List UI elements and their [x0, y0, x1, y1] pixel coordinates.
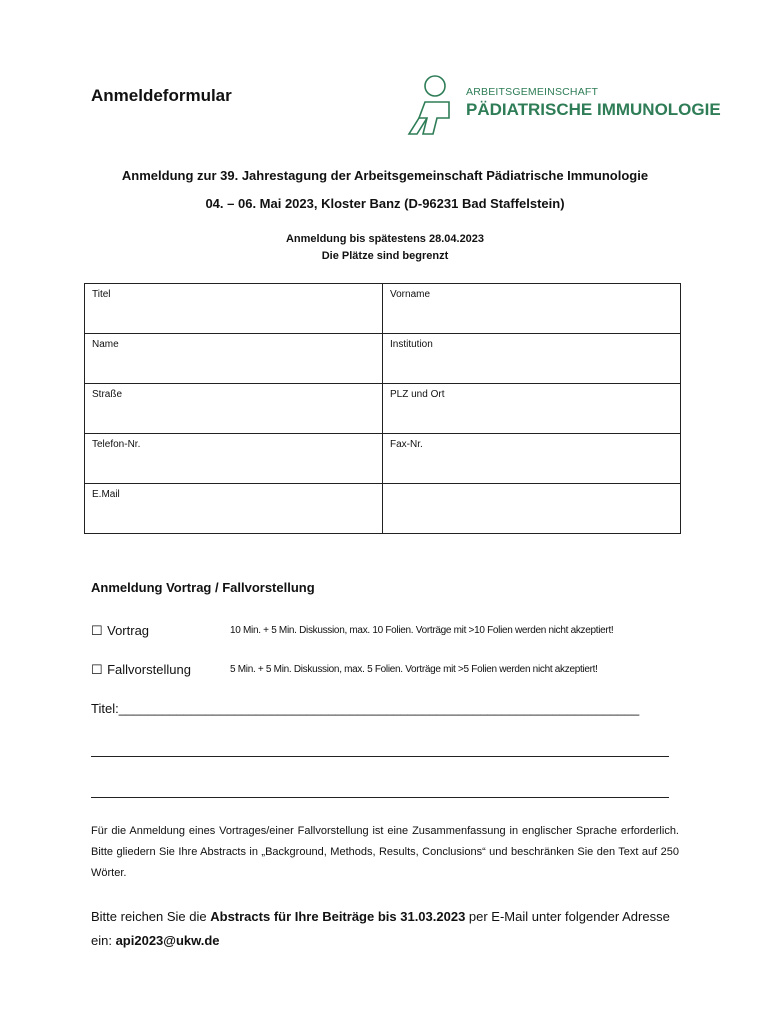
contact-email[interactable]: api2023@ukw.de [115, 933, 220, 948]
field-institution[interactable]: Institution [383, 334, 681, 384]
option-vortrag[interactable] [91, 622, 149, 640]
field-name[interactable]: Name [85, 334, 383, 384]
talk-title-field[interactable]: Titel:________________________________________________________________________ [91, 701, 640, 716]
registration-deadline: Anmeldung bis spätestens 28.04.2023 [285, 233, 485, 245]
page-title: Anmeldeformular [91, 86, 232, 105]
field-empty [383, 484, 681, 534]
field-email[interactable]: E.Mail [85, 484, 383, 534]
person-logo-icon [405, 74, 455, 141]
event-heading: Anmeldung zur 39. Jahrestagung der Arbeitsgemeinschaft Pädiatrische Immunologie [121, 168, 649, 183]
logo-text-main: PÄDIATRISCHE IMMUNOLOGIE [466, 100, 721, 119]
submission-instructions [91, 905, 691, 953]
field-strasse[interactable]: Straße [85, 384, 383, 434]
registration-form-table [84, 283, 681, 534]
abstract-instructions: Für die Anmeldung eines Vortrages/einer Fallvorstellung ist eine Zusammenfassung in englischer Sprache erforderlich. Bitte gliedern Sie Ihre Abstracts in „Background, Methods, Results, Conclusions“ und beschränken Sie den Text auf 250 Wörter. [91, 825, 679, 879]
option-fallvorstellung-desc: 5 Min. + 5 Min. Diskussion, max. 5 Folien. Vorträge mit >5 Folien werden nicht akzeptiert! [230, 664, 598, 675]
submit-text-pre: Bitte reichen Sie die [91, 909, 211, 924]
option-vortrag-desc: 10 Min. + 5 Min. Diskussion, max. 10 Folien. Vorträge mit >10 Folien werden nicht akzeptiert! [230, 625, 614, 636]
option-fallvorstellung-label: Fallvorstellung [107, 662, 191, 677]
title-blank-line[interactable] [91, 756, 669, 757]
option-vortrag-label: Vortrag [107, 623, 150, 638]
field-telefon[interactable]: Telefon-Nr. [85, 434, 383, 484]
field-plz-ort[interactable]: PLZ und Ort [383, 384, 681, 434]
logo-text-top: ARBEITSGEMEINSCHAFT [466, 86, 599, 98]
submit-text-bold: Abstracts für Ihre Beiträge bis 31.03.2023 [210, 909, 466, 924]
checkbox-vortrag[interactable]: ☐ [91, 623, 103, 638]
field-vorname[interactable]: Vorname [383, 284, 681, 334]
field-fax[interactable]: Fax-Nr. [383, 434, 681, 484]
option-fallvorstellung[interactable] [91, 661, 191, 679]
field-titel[interactable]: Titel [85, 284, 383, 334]
event-date-location: 04. – 06. Mai 2023, Kloster Banz (D-96231 Bad Staffelstein) [205, 196, 565, 211]
checkbox-fallvorstellung[interactable]: ☐ [91, 662, 103, 677]
submit-text-post: per E-Mail unter folgender Adresse ein: [91, 909, 670, 948]
limited-seats-note: Die Plätze sind begrenzt [321, 250, 449, 262]
talk-section-title: Anmeldung Vortrag / Fallvorstellung [91, 580, 315, 595]
title-blank-line[interactable] [91, 797, 669, 798]
